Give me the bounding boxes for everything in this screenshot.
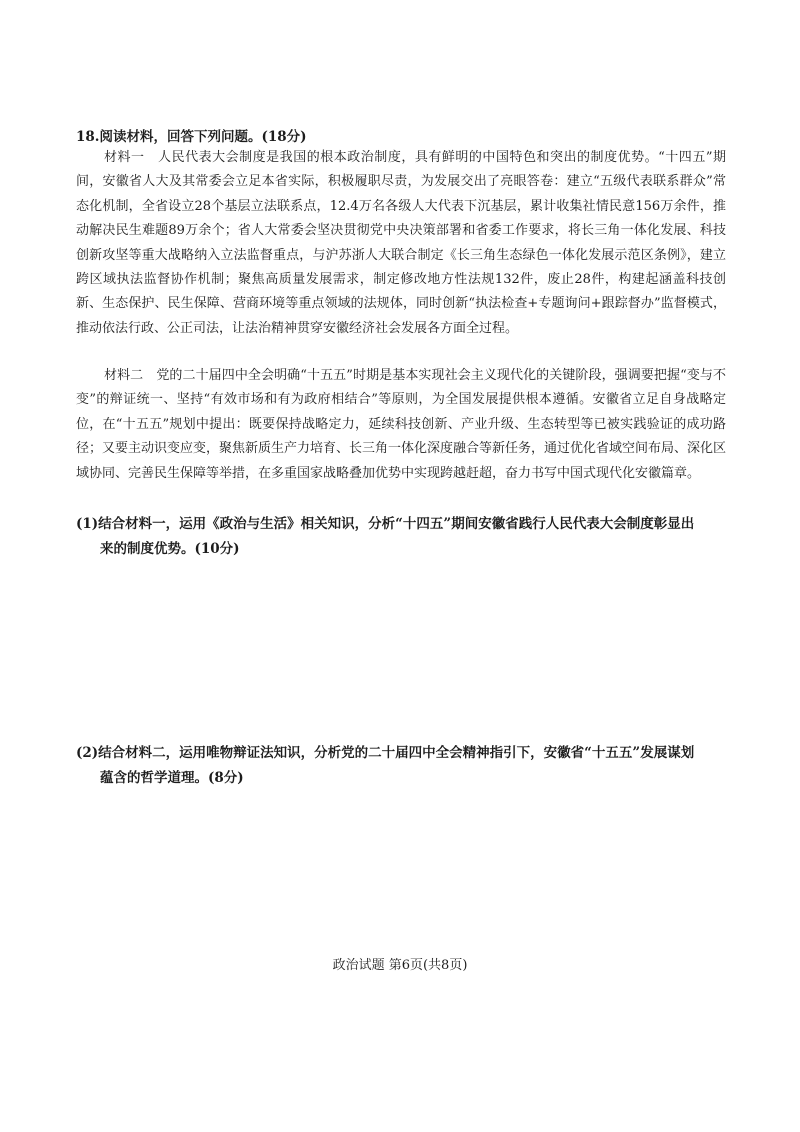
answer-area-2 — [76, 800, 726, 940]
sub-question-text-line1: 结合材料二，运用唯物辩证法知识，分析党的二十届四中全会精神指引下，安徽省“十五五”发展谋划 — [98, 745, 695, 761]
sub-question-text-line2: 蕴含的哲学道理。(8分) — [100, 769, 244, 786]
material-two-paragraph: 材料二 党的二十届四中全会明确“十五五”时期是基本实现社会主义现代化的关键阶段，强调要把握“变与不变”的辩证统一、坚持“有效市场和有为政府相结合”等原则，为全国发展提供根本遵循。安徽省立足自身战略定位，在“十五五”规划中提出：既要保持战略定力，延续科技创新、产业升级、生态转型等已被实践验证的成功路径；又要主动识变应变，聚焦新质生产力培育、长三角一体化深度融合等新任务，通过优化省域空间布局、深化区域协同、完善民生保障等举措，在多重国家战略叠加优势中实现跨越赶超，奋力书写中国式现代化安徽篇章。 — [76, 368, 727, 481]
sub-question-number: (1) — [76, 516, 99, 532]
sub-question-text-line1: 结合材料一，运用《政治与生活》相关知识，分析“十四五”期间安徽省践行人民代表大会制度彰显出 — [98, 516, 695, 532]
sub-question-text-line2: 来的制度优势。(10分) — [100, 540, 240, 557]
sub-question-2 — [76, 741, 736, 790]
question-heading: 18.阅读材料，回答下列问题。(18分) — [76, 129, 307, 145]
sub-question-number: (2) — [76, 745, 99, 761]
answer-area-1 — [76, 570, 726, 730]
material-one-paragraph: 材料一 人民代表大会制度是我国的根本政治制度，具有鲜明的中国特色和突出的制度优势。“十四五”期间，安徽省人大及其常委会立足本省实际，积极履职尽责，为发展交出了亮眼答卷：建立“五级代表联系群众”常态化机制，全省设立28个基层立法联系点，12.4万名各级人大代表下沉基层，累计收集社情民意156万余件，推动解决民生难题89万余个；省人大常委会坚决贯彻党中央决策部署和省委工作要求，将长三角一体化发展、科技创新攻坚等重大战略纳入立法监督重点，与沪苏浙人大联合制定《长三角生态绿色一体化发展示范区条例》，建立跨区域执法监督协作机制；聚焦高质量发展需求，制定修改地方性法规132件，废止28件，构建起涵盖科技创新、生态保护、民生保障、营商环境等重点领域的法规体，同时创新“执法检查+专题询问+跟踪督办”监督模式，推动依法行政、公正司法，让法治精神贯穿安徽经济社会发展各方面全过程。 — [76, 150, 726, 336]
page-footer: 政治试题 第6页(共8页) — [332, 958, 468, 973]
sub-question-1 — [76, 512, 736, 561]
